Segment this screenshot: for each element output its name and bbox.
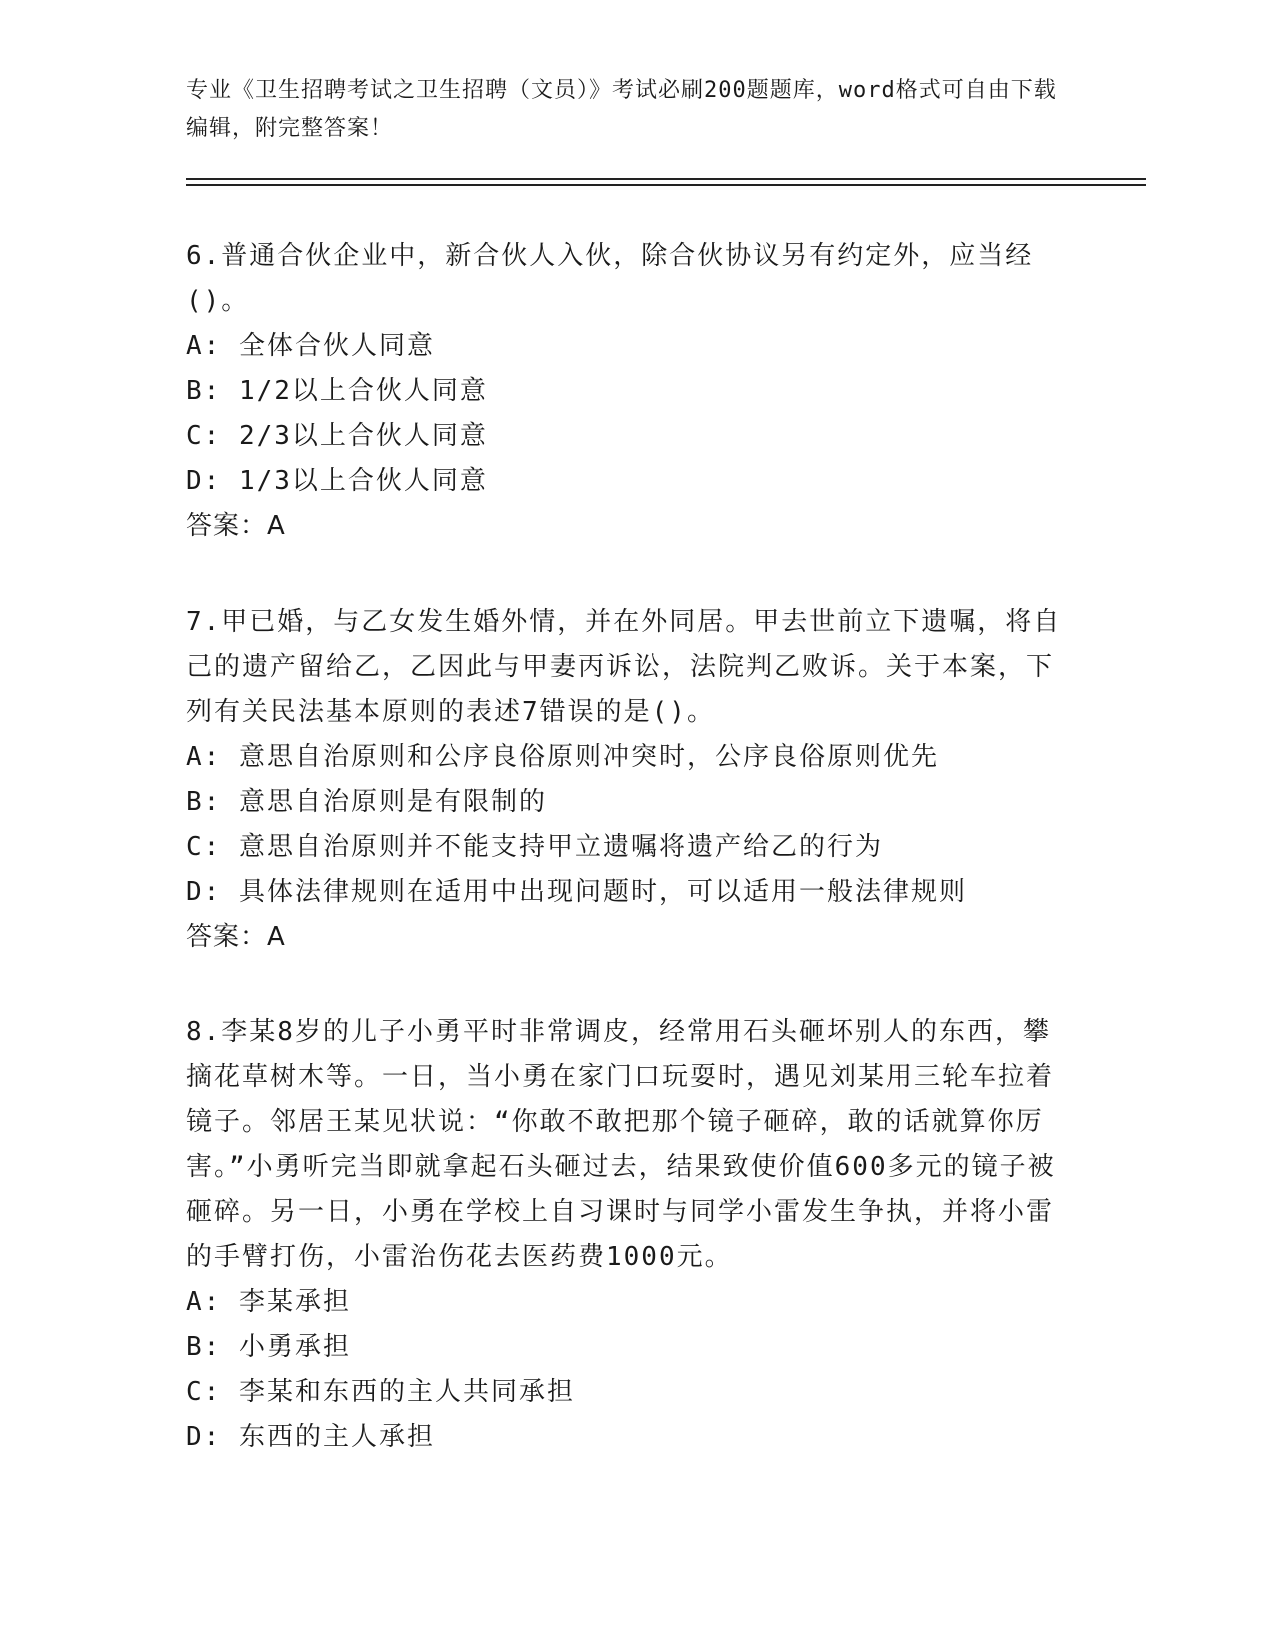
- document-header: 专业《卫生招聘考试之卫生招聘（文员）》考试必刷200题题库，word格式可自由下载编辑，附完整答案！: [186, 78, 1057, 141]
- question-text: 8.李某8岁的儿子小勇平时非常调皮，经常用石头砸坏别人的东西，攀摘花草树木等。一日，当小勇在家门口玩耍时，遇见刘某用三轮车拉着镜子。邻居王某见状说：“你敢不敢把那个镜子砸碎，敢的话就算你厉害。”小勇听完当即就拿起石头砸过去，结果致使价值600多元的镜子被砸碎。另一日，小勇在学校上自习课时与同学小雷发生争执，并将小雷的手臂打伤，小雷治伤花去医药费1000元。: [186, 1017, 1056, 1272]
- option-c: C: 意思自治原则并不能支持甲立遗嘱将遗产给乙的行为: [186, 832, 883, 862]
- option-b: B: 小勇承担: [186, 1332, 351, 1362]
- question-text: 6.普通合伙企业中，新合伙人入伙，除合伙协议另有约定外，应当经()。: [186, 241, 1034, 316]
- option-c: C: 2/3以上合伙人同意: [186, 421, 488, 451]
- question-6: [186, 234, 1066, 549]
- question-text: 7.甲已婚，与乙女发生婚外情，并在外同居。甲去世前立下遗嘱，将自己的遗产留给乙，乙因此与甲妻丙诉讼，法院判乙败诉。关于本案，下列有关民法基本原则的表述7错误的是()。: [186, 607, 1062, 727]
- option-d: D: 具体法律规则在适用中出现问题时，可以适用一般法律规则: [186, 877, 967, 907]
- option-b: B: 意思自治原则是有限制的: [186, 787, 547, 817]
- option-b: B: 1/2以上合伙人同意: [186, 376, 488, 406]
- header-divider-top: [186, 178, 1146, 180]
- option-a: A: 意思自治原则和公序良俗原则冲突时，公序良俗原则优先: [186, 742, 939, 772]
- option-a: A: 全体合伙人同意: [186, 331, 435, 361]
- option-d: D: 东西的主人承担: [186, 1422, 435, 1452]
- option-a: A: 李某承担: [186, 1287, 351, 1317]
- option-d: D: 1/3以上合伙人同意: [186, 466, 488, 496]
- question-7: [186, 600, 1066, 960]
- header-divider-bottom: [186, 184, 1146, 186]
- answer: 答案：A: [186, 511, 286, 541]
- question-8: [186, 1010, 1066, 1460]
- option-c: C: 李某和东西的主人共同承担: [186, 1377, 575, 1407]
- answer: 答案：A: [186, 922, 286, 952]
